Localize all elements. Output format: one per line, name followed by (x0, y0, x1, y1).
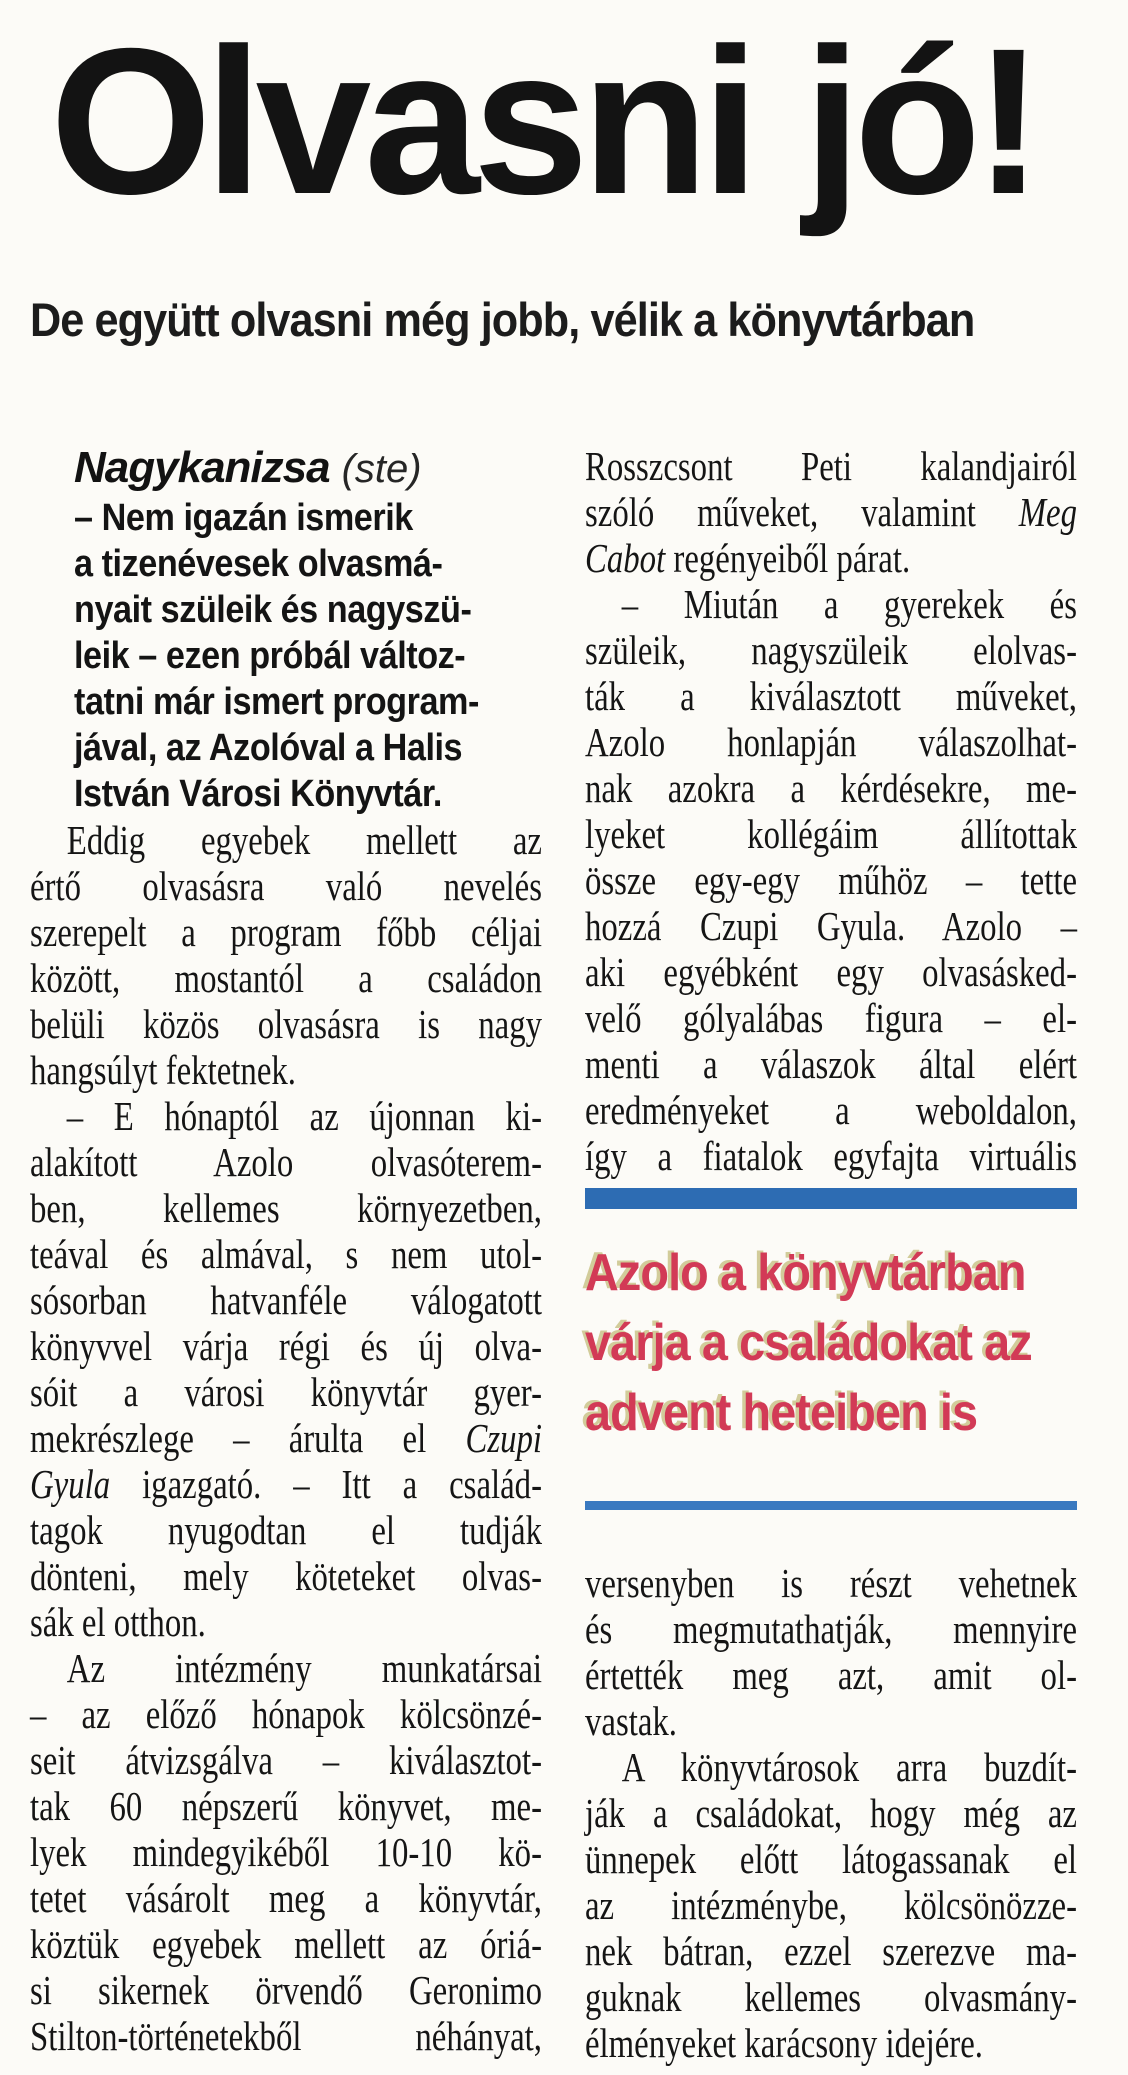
text-line: össze egy-egy műhöz – tette (585, 857, 1077, 903)
left-column (30, 443, 542, 2059)
paragraph (30, 1645, 542, 2059)
dateline-location: Nagykanizsa (74, 443, 330, 492)
text-line: A könyvtárosok arra buzdít- (621, 1744, 1077, 1790)
text-line: szerepelt a program főbb céljai (30, 909, 542, 955)
text-line: mekrészlege – árulta el Czupi (30, 1415, 542, 1461)
paragraph (585, 1560, 1077, 1744)
text-line: belüli közös olvasásra is nagy (30, 1001, 542, 1047)
text-line: élményeket karácsony idejére. (585, 2020, 983, 2066)
paragraph (585, 1744, 1077, 2066)
text-line: – az előző hónapok kölcsönzé- (30, 1691, 542, 1737)
text-line: sósorban hatvanféle válogatott (30, 1277, 542, 1323)
italic-text: Meg (1018, 489, 1077, 535)
text-line: Rosszcsont Peti kalandjairól (585, 443, 1077, 489)
pull-quote-line: várja a családokat az (585, 1314, 1032, 1372)
text-line: tak 60 népszerű könyvet, me- (30, 1783, 542, 1829)
text-line: menti a válaszok által elért (585, 1041, 1077, 1087)
text-line: a tizenévesek olvasmá- (74, 543, 443, 585)
text-line: szüleik, nagyszüleik elolvas- (585, 627, 1077, 673)
text-line: lyek mindegyikéből 10-10 kö- (30, 1829, 542, 1875)
divider-rule-thick (585, 1188, 1077, 1209)
pull-quote-line: advent heteiben is (585, 1384, 978, 1442)
text-line: dönteni, mely köteteket olvas- (30, 1553, 542, 1599)
text-line: sák el otthon. (30, 1599, 206, 1645)
text-line: si sikernek örvendő Geronimo (30, 1967, 542, 2013)
pull-quote-line: Azolo a könyvtárban (585, 1244, 1026, 1302)
italic-text: Cabot (585, 535, 666, 581)
text-line: teával és almával, s nem utol- (30, 1231, 542, 1277)
text-line: guknak kellemes olvasmány- (585, 1974, 1077, 2020)
dateline (74, 443, 542, 493)
text-line: értő olvasásra való nevelés (30, 863, 542, 909)
text-line: leik – ezen próbál változ- (74, 635, 466, 677)
text-line: ják a családokat, hogy még az (585, 1790, 1077, 1836)
text-line: Stilton-történetekből néhányat, (30, 2013, 542, 2059)
text-line: Cabot regényeiből párat. (585, 535, 911, 581)
right-column (585, 443, 1077, 2066)
dateline-credit: (ste) (341, 447, 422, 491)
text-line: szóló műveket, valamint Meg (585, 489, 1077, 535)
paragraph (30, 1093, 542, 1645)
text-line: hozzá Czupi Gyula. Azolo – (585, 903, 1077, 949)
text-line: és megmutathatják, mennyire (585, 1606, 1077, 1652)
text-line: Eddig egyebek mellett az (66, 817, 543, 863)
text-line: Azolo honlapján válaszolhat- (585, 719, 1077, 765)
text-line: aki egyébként egy olvasásked- (585, 949, 1077, 995)
text-line: jával, az Azolóval a Halis (74, 727, 463, 769)
text-line: versenyben is részt vehetnek (585, 1560, 1077, 1606)
text-line: Az intézmény munkatársai (66, 1645, 543, 1691)
text-line: – Miután a gyerekek és (621, 581, 1077, 627)
text-line: lyeket kollégáim állítottak (585, 811, 1077, 857)
text-line: – Nem igazán ismerik (74, 497, 413, 539)
italic-text: Gyula (30, 1461, 111, 1507)
paragraph (585, 443, 1077, 581)
text-line: Gyula igazgató. – Itt a család- (30, 1461, 542, 1507)
text-line: könyvvel várja régi és új olva- (30, 1323, 542, 1369)
text-line: alakított Azolo olvasóterem- (30, 1139, 542, 1185)
text-line: sóit a városi könyvtár gyer- (30, 1369, 542, 1415)
lead-paragraph (74, 495, 542, 817)
text-line: nyait szüleik és nagyszü- (74, 589, 472, 631)
text-line: seit átvizsgálva – kiválasztot- (30, 1737, 542, 1783)
paragraph (30, 817, 542, 1093)
text-line: így a fiatalok egyfajta virtuális (585, 1133, 1077, 1179)
text-line: – E hónaptól az újonnan ki- (66, 1093, 543, 1139)
text-line: köztük egyebek mellett az óriá- (30, 1921, 542, 1967)
text-line: tagok nyugodtan el tudják (30, 1507, 542, 1553)
text-line: ben, kellemes környezetben, (30, 1185, 542, 1231)
text-line: ünnepek előtt látogassanak el (585, 1836, 1077, 1882)
text-line: az intézménybe, kölcsönözze- (585, 1882, 1077, 1928)
text-line: velő gólyalábas figura – el- (585, 995, 1077, 1041)
paragraph (585, 581, 1077, 1179)
text-line: ták a kiválasztott műveket, (585, 673, 1077, 719)
subheadline: De együtt olvasni még jobb, vélik a könyvtárban (30, 293, 975, 346)
text-line: István Városi Könyvtár. (74, 773, 442, 815)
text-line: eredményeket a weboldalon, (585, 1087, 1077, 1133)
text-line: vastak. (585, 1698, 677, 1744)
text-line: tatni már ismert program- (74, 681, 479, 723)
text-line: között, mostantól a családon (30, 955, 542, 1001)
headline: Olvasni jó! (50, 6, 1037, 238)
text-line: tetet vásárolt meg a könyvtár, (30, 1875, 542, 1921)
pull-quote (585, 1238, 1077, 1448)
text-line: nek bátran, ezzel szerezve ma- (585, 1928, 1077, 1974)
text-line: hangsúlyt fektetnek. (30, 1047, 296, 1093)
text-line: nak azokra a kérdésekre, me- (585, 765, 1077, 811)
divider-rule-thin (585, 1501, 1077, 1510)
text-line: értették meg azt, amit ol- (585, 1652, 1077, 1698)
italic-text: Czupi (465, 1415, 542, 1461)
